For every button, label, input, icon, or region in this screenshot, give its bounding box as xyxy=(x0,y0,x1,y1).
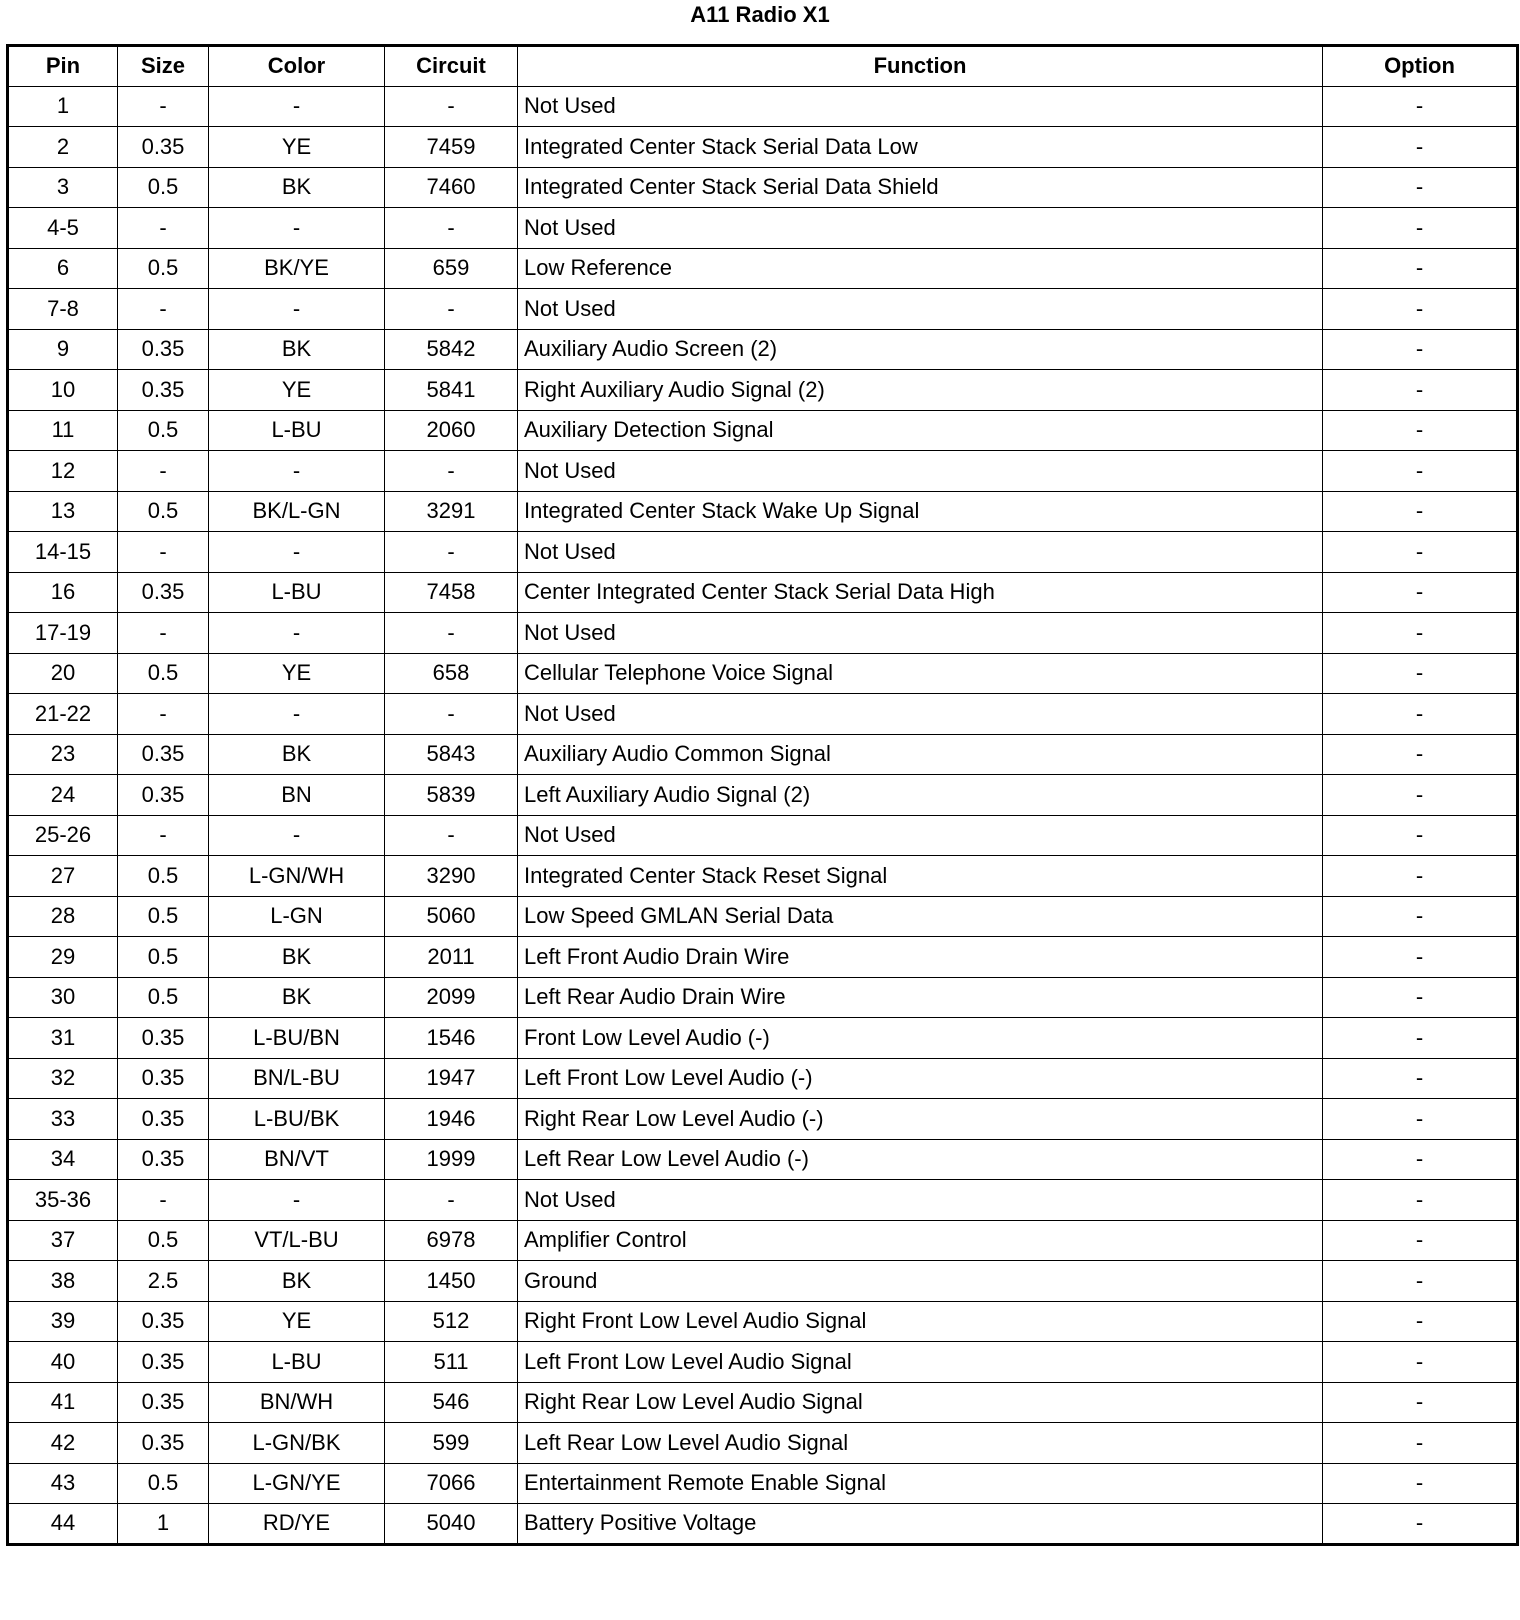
pin-cell: 4-5 xyxy=(8,208,118,249)
option-cell: - xyxy=(1323,86,1518,127)
function-cell: Battery Positive Voltage xyxy=(518,1504,1323,1545)
pin-cell: 2 xyxy=(8,127,118,168)
pin-cell: 42 xyxy=(8,1423,118,1464)
option-cell: - xyxy=(1323,1139,1518,1180)
option-cell: - xyxy=(1323,1058,1518,1099)
table-row xyxy=(8,329,1518,370)
color-cell: - xyxy=(209,451,385,492)
table-row xyxy=(8,1301,1518,1342)
circuit-cell: 5060 xyxy=(385,896,518,937)
size-cell: 0.5 xyxy=(118,977,209,1018)
table-row xyxy=(8,532,1518,573)
function-cell: Not Used xyxy=(518,613,1323,654)
function-cell: Not Used xyxy=(518,694,1323,735)
circuit-cell: 1546 xyxy=(385,1018,518,1059)
color-cell: - xyxy=(209,532,385,573)
column-header-size: Size xyxy=(118,46,209,87)
size-cell: - xyxy=(118,815,209,856)
pin-cell: 21-22 xyxy=(8,694,118,735)
color-cell: L-BU xyxy=(209,410,385,451)
circuit-cell: 1947 xyxy=(385,1058,518,1099)
size-cell: 0.5 xyxy=(118,1220,209,1261)
pin-cell: 31 xyxy=(8,1018,118,1059)
column-header-pin: Pin xyxy=(8,46,118,87)
size-cell: - xyxy=(118,1180,209,1221)
function-cell: Left Auxiliary Audio Signal (2) xyxy=(518,775,1323,816)
function-cell: Integrated Center Stack Serial Data Shield xyxy=(518,167,1323,208)
function-cell: Auxiliary Audio Common Signal xyxy=(518,734,1323,775)
function-cell: Not Used xyxy=(518,532,1323,573)
table-row xyxy=(8,856,1518,897)
table-row xyxy=(8,410,1518,451)
pin-cell: 14-15 xyxy=(8,532,118,573)
color-cell: VT/L-BU xyxy=(209,1220,385,1261)
circuit-cell: 1999 xyxy=(385,1139,518,1180)
function-cell: Right Front Low Level Audio Signal xyxy=(518,1301,1323,1342)
table-row xyxy=(8,127,1518,168)
table-row xyxy=(8,491,1518,532)
circuit-cell: 2011 xyxy=(385,937,518,978)
table-row xyxy=(8,1423,1518,1464)
color-cell: BK xyxy=(209,937,385,978)
function-cell: Front Low Level Audio (-) xyxy=(518,1018,1323,1059)
function-cell: Integrated Center Stack Serial Data Low xyxy=(518,127,1323,168)
pin-cell: 17-19 xyxy=(8,613,118,654)
option-cell: - xyxy=(1323,410,1518,451)
color-cell: - xyxy=(209,289,385,330)
circuit-cell: - xyxy=(385,694,518,735)
function-cell: Right Rear Low Level Audio (-) xyxy=(518,1099,1323,1140)
table-row xyxy=(8,1261,1518,1302)
function-cell: Low Speed GMLAN Serial Data xyxy=(518,896,1323,937)
pin-cell: 3 xyxy=(8,167,118,208)
circuit-cell: - xyxy=(385,532,518,573)
option-cell: - xyxy=(1323,613,1518,654)
pin-cell: 40 xyxy=(8,1342,118,1383)
table-row xyxy=(8,775,1518,816)
column-header-circuit: Circuit xyxy=(385,46,518,87)
size-cell: 1 xyxy=(118,1504,209,1545)
size-cell: 0.35 xyxy=(118,1139,209,1180)
function-cell: Amplifier Control xyxy=(518,1220,1323,1261)
pin-cell: 38 xyxy=(8,1261,118,1302)
color-cell: BK/YE xyxy=(209,248,385,289)
table-row xyxy=(8,1099,1518,1140)
pin-cell: 43 xyxy=(8,1463,118,1504)
function-cell: Not Used xyxy=(518,1180,1323,1221)
color-cell: YE xyxy=(209,127,385,168)
color-cell: BK xyxy=(209,977,385,1018)
color-cell: - xyxy=(209,1180,385,1221)
circuit-cell: 1450 xyxy=(385,1261,518,1302)
circuit-cell: 7458 xyxy=(385,572,518,613)
pin-cell: 29 xyxy=(8,937,118,978)
size-cell: 0.35 xyxy=(118,734,209,775)
size-cell: 0.5 xyxy=(118,856,209,897)
pin-cell: 13 xyxy=(8,491,118,532)
circuit-cell: 5841 xyxy=(385,370,518,411)
pin-cell: 33 xyxy=(8,1099,118,1140)
table-row xyxy=(8,1139,1518,1180)
option-cell: - xyxy=(1323,896,1518,937)
function-cell: Center Integrated Center Stack Serial Data High xyxy=(518,572,1323,613)
table-row xyxy=(8,1018,1518,1059)
circuit-cell: 659 xyxy=(385,248,518,289)
size-cell: 0.35 xyxy=(118,1099,209,1140)
option-cell: - xyxy=(1323,937,1518,978)
option-cell: - xyxy=(1323,856,1518,897)
option-cell: - xyxy=(1323,694,1518,735)
column-header-option: Option xyxy=(1323,46,1518,87)
color-cell: - xyxy=(209,208,385,249)
table-row xyxy=(8,370,1518,411)
option-cell: - xyxy=(1323,532,1518,573)
table-row xyxy=(8,248,1518,289)
circuit-cell: 5843 xyxy=(385,734,518,775)
function-cell: Auxiliary Audio Screen (2) xyxy=(518,329,1323,370)
size-cell: - xyxy=(118,532,209,573)
circuit-cell: 7460 xyxy=(385,167,518,208)
pin-cell: 6 xyxy=(8,248,118,289)
pin-cell: 16 xyxy=(8,572,118,613)
pin-cell: 28 xyxy=(8,896,118,937)
function-cell: Left Front Audio Drain Wire xyxy=(518,937,1323,978)
function-cell: Left Rear Audio Drain Wire xyxy=(518,977,1323,1018)
size-cell: 0.35 xyxy=(118,1301,209,1342)
color-cell: L-BU xyxy=(209,572,385,613)
color-cell: YE xyxy=(209,370,385,411)
option-cell: - xyxy=(1323,370,1518,411)
table-row xyxy=(8,653,1518,694)
function-cell: Left Rear Low Level Audio (-) xyxy=(518,1139,1323,1180)
option-cell: - xyxy=(1323,775,1518,816)
header-row xyxy=(8,46,1518,87)
pin-rows xyxy=(8,86,1518,1544)
color-cell: YE xyxy=(209,653,385,694)
option-cell: - xyxy=(1323,977,1518,1018)
circuit-cell: 7066 xyxy=(385,1463,518,1504)
size-cell: 0.35 xyxy=(118,572,209,613)
size-cell: - xyxy=(118,86,209,127)
table-row xyxy=(8,694,1518,735)
size-cell: 0.35 xyxy=(118,370,209,411)
color-cell: BK xyxy=(209,329,385,370)
table-row xyxy=(8,1220,1518,1261)
function-cell: Not Used xyxy=(518,289,1323,330)
color-cell: BN xyxy=(209,775,385,816)
option-cell: - xyxy=(1323,289,1518,330)
function-cell: Cellular Telephone Voice Signal xyxy=(518,653,1323,694)
circuit-cell: 3291 xyxy=(385,491,518,532)
option-cell: - xyxy=(1323,248,1518,289)
table-row xyxy=(8,1058,1518,1099)
circuit-cell: 511 xyxy=(385,1342,518,1383)
pin-cell: 37 xyxy=(8,1220,118,1261)
pin-cell: 7-8 xyxy=(8,289,118,330)
circuit-cell: 5842 xyxy=(385,329,518,370)
table-row xyxy=(8,1504,1518,1545)
function-cell: Not Used xyxy=(518,208,1323,249)
option-cell: - xyxy=(1323,815,1518,856)
function-cell: Auxiliary Detection Signal xyxy=(518,410,1323,451)
pin-cell: 39 xyxy=(8,1301,118,1342)
option-cell: - xyxy=(1323,208,1518,249)
color-cell: - xyxy=(209,694,385,735)
function-cell: Not Used xyxy=(518,815,1323,856)
option-cell: - xyxy=(1323,491,1518,532)
color-cell: BK xyxy=(209,1261,385,1302)
color-cell: L-GN/BK xyxy=(209,1423,385,1464)
option-cell: - xyxy=(1323,127,1518,168)
function-cell: Right Rear Low Level Audio Signal xyxy=(518,1382,1323,1423)
table-row xyxy=(8,167,1518,208)
function-cell: Left Rear Low Level Audio Signal xyxy=(518,1423,1323,1464)
size-cell: 0.5 xyxy=(118,1463,209,1504)
color-cell: L-GN xyxy=(209,896,385,937)
circuit-cell: - xyxy=(385,86,518,127)
pin-cell: 20 xyxy=(8,653,118,694)
pin-cell: 30 xyxy=(8,977,118,1018)
color-cell: L-GN/WH xyxy=(209,856,385,897)
size-cell: 0.35 xyxy=(118,127,209,168)
circuit-cell: 7459 xyxy=(385,127,518,168)
column-header-function: Function xyxy=(518,46,1323,87)
option-cell: - xyxy=(1323,1180,1518,1221)
size-cell: 0.5 xyxy=(118,248,209,289)
size-cell: - xyxy=(118,451,209,492)
option-cell: - xyxy=(1323,1301,1518,1342)
option-cell: - xyxy=(1323,167,1518,208)
size-cell: 2.5 xyxy=(118,1261,209,1302)
option-cell: - xyxy=(1323,1423,1518,1464)
function-cell: Right Auxiliary Audio Signal (2) xyxy=(518,370,1323,411)
page-title: A11 Radio X1 xyxy=(690,2,830,27)
pin-cell: 34 xyxy=(8,1139,118,1180)
circuit-cell: 599 xyxy=(385,1423,518,1464)
table-row xyxy=(8,896,1518,937)
option-cell: - xyxy=(1323,1342,1518,1383)
pin-cell: 41 xyxy=(8,1382,118,1423)
circuit-cell: 6978 xyxy=(385,1220,518,1261)
circuit-cell: - xyxy=(385,208,518,249)
color-cell: - xyxy=(209,815,385,856)
pin-cell: 32 xyxy=(8,1058,118,1099)
option-cell: - xyxy=(1323,1463,1518,1504)
size-cell: 0.35 xyxy=(118,1382,209,1423)
circuit-cell: - xyxy=(385,1180,518,1221)
table-row xyxy=(8,613,1518,654)
size-cell: 0.5 xyxy=(118,167,209,208)
table-row xyxy=(8,1463,1518,1504)
circuit-cell: 1946 xyxy=(385,1099,518,1140)
size-cell: 0.35 xyxy=(118,1058,209,1099)
circuit-cell: - xyxy=(385,613,518,654)
circuit-cell: 2099 xyxy=(385,977,518,1018)
table-row xyxy=(8,734,1518,775)
size-cell: 0.5 xyxy=(118,937,209,978)
size-cell: 0.5 xyxy=(118,896,209,937)
pin-cell: 11 xyxy=(8,410,118,451)
table-row xyxy=(8,289,1518,330)
color-cell: BK xyxy=(209,734,385,775)
color-cell: - xyxy=(209,86,385,127)
pin-cell: 35-36 xyxy=(8,1180,118,1221)
option-cell: - xyxy=(1323,734,1518,775)
size-cell: - xyxy=(118,289,209,330)
function-cell: Entertainment Remote Enable Signal xyxy=(518,1463,1323,1504)
table-row xyxy=(8,1180,1518,1221)
pin-cell: 10 xyxy=(8,370,118,411)
option-cell: - xyxy=(1323,1099,1518,1140)
circuit-cell: 2060 xyxy=(385,410,518,451)
color-cell: BK xyxy=(209,167,385,208)
option-cell: - xyxy=(1323,1261,1518,1302)
table-row xyxy=(8,86,1518,127)
function-cell: Low Reference xyxy=(518,248,1323,289)
circuit-cell: 658 xyxy=(385,653,518,694)
color-cell: L-BU/BN xyxy=(209,1018,385,1059)
option-cell: - xyxy=(1323,329,1518,370)
size-cell: 0.35 xyxy=(118,1423,209,1464)
color-cell: BN/VT xyxy=(209,1139,385,1180)
table-row xyxy=(8,977,1518,1018)
pin-cell: 24 xyxy=(8,775,118,816)
size-cell: - xyxy=(118,613,209,654)
circuit-cell: - xyxy=(385,815,518,856)
function-cell: Ground xyxy=(518,1261,1323,1302)
size-cell: 0.35 xyxy=(118,775,209,816)
pin-cell: 12 xyxy=(8,451,118,492)
pin-cell: 23 xyxy=(8,734,118,775)
table-row xyxy=(8,208,1518,249)
pin-cell: 25-26 xyxy=(8,815,118,856)
circuit-cell: - xyxy=(385,289,518,330)
size-cell: 0.5 xyxy=(118,410,209,451)
size-cell: 0.35 xyxy=(118,1018,209,1059)
color-cell: YE xyxy=(209,1301,385,1342)
function-cell: Left Front Low Level Audio Signal xyxy=(518,1342,1323,1383)
size-cell: - xyxy=(118,208,209,249)
pinout-table xyxy=(6,44,1519,1546)
color-cell: L-BU xyxy=(209,1342,385,1383)
color-cell: BN/L-BU xyxy=(209,1058,385,1099)
color-cell: - xyxy=(209,613,385,654)
circuit-cell: 512 xyxy=(385,1301,518,1342)
table-row xyxy=(8,572,1518,613)
pin-cell: 27 xyxy=(8,856,118,897)
option-cell: - xyxy=(1323,451,1518,492)
function-cell: Integrated Center Stack Reset Signal xyxy=(518,856,1323,897)
size-cell: - xyxy=(118,694,209,735)
pin-cell: 9 xyxy=(8,329,118,370)
column-header-color: Color xyxy=(209,46,385,87)
pin-cell: 44 xyxy=(8,1504,118,1545)
size-cell: 0.35 xyxy=(118,1342,209,1383)
option-cell: - xyxy=(1323,572,1518,613)
circuit-cell: 5839 xyxy=(385,775,518,816)
size-cell: 0.5 xyxy=(118,491,209,532)
circuit-cell: 546 xyxy=(385,1382,518,1423)
table-row xyxy=(8,937,1518,978)
pin-cell: 1 xyxy=(8,86,118,127)
color-cell: RD/YE xyxy=(209,1504,385,1545)
circuit-cell: 3290 xyxy=(385,856,518,897)
option-cell: - xyxy=(1323,1220,1518,1261)
color-cell: BN/WH xyxy=(209,1382,385,1423)
function-cell: Integrated Center Stack Wake Up Signal xyxy=(518,491,1323,532)
color-cell: BK/L-GN xyxy=(209,491,385,532)
size-cell: 0.5 xyxy=(118,653,209,694)
function-cell: Left Front Low Level Audio (-) xyxy=(518,1058,1323,1099)
table-row xyxy=(8,1382,1518,1423)
option-cell: - xyxy=(1323,653,1518,694)
function-cell: Not Used xyxy=(518,451,1323,492)
circuit-cell: 5040 xyxy=(385,1504,518,1545)
function-cell: Not Used xyxy=(518,86,1323,127)
table-row xyxy=(8,815,1518,856)
option-cell: - xyxy=(1323,1382,1518,1423)
color-cell: L-GN/YE xyxy=(209,1463,385,1504)
option-cell: - xyxy=(1323,1504,1518,1545)
circuit-cell: - xyxy=(385,451,518,492)
table-row xyxy=(8,451,1518,492)
size-cell: 0.35 xyxy=(118,329,209,370)
color-cell: L-BU/BK xyxy=(209,1099,385,1140)
table-row xyxy=(8,1342,1518,1383)
option-cell: - xyxy=(1323,1018,1518,1059)
